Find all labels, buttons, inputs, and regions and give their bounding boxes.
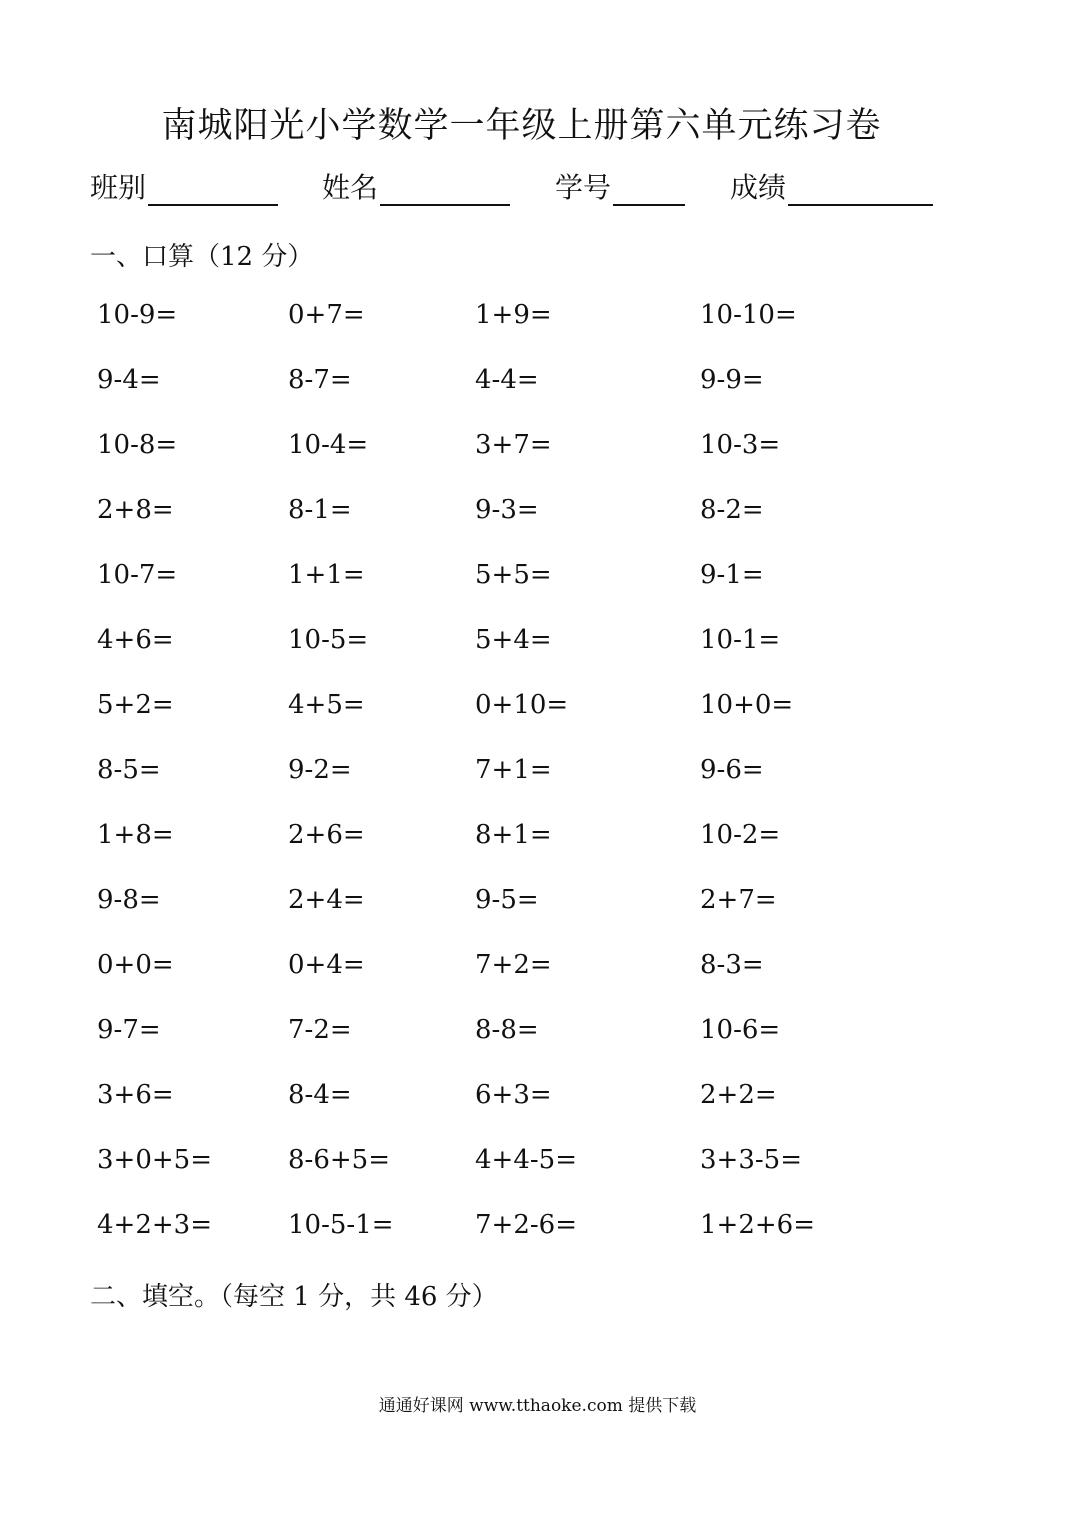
math-problem: 5+4= bbox=[475, 625, 552, 655]
math-problem: 7+1= bbox=[475, 755, 552, 785]
math-problem: 0+10= bbox=[475, 690, 569, 720]
score-field bbox=[730, 166, 933, 206]
math-problem: 0+4= bbox=[288, 950, 365, 980]
section2-heading: 二、填空。（每空 1 分，共 46 分） bbox=[90, 1282, 498, 1312]
math-problem: 10-10= bbox=[700, 300, 797, 330]
student-number-blank[interactable] bbox=[613, 172, 685, 206]
math-problem: 8-6+5= bbox=[288, 1145, 390, 1175]
math-problem: 9-7= bbox=[97, 1015, 161, 1045]
math-problem: 8-8= bbox=[475, 1015, 539, 1045]
math-problem: 9-2= bbox=[288, 755, 352, 785]
math-problem: 0+0= bbox=[97, 950, 174, 980]
math-problem: 4-4= bbox=[475, 365, 539, 395]
class-blank[interactable] bbox=[148, 172, 278, 206]
page-title: 南城阳光小学数学一年级上册第六单元练习卷 bbox=[161, 106, 882, 146]
math-problem: 2+6= bbox=[288, 820, 365, 850]
name-label: 姓名 bbox=[322, 171, 379, 204]
math-problem: 10-6= bbox=[700, 1015, 781, 1045]
math-problem: 10-8= bbox=[97, 430, 178, 460]
math-problem: 4+5= bbox=[288, 690, 365, 720]
math-problem: 9-3= bbox=[475, 495, 539, 525]
math-problem: 2+4= bbox=[288, 885, 365, 915]
math-problem: 4+6= bbox=[97, 625, 174, 655]
math-problem: 7-2= bbox=[288, 1015, 352, 1045]
math-problem: 8+1= bbox=[475, 820, 552, 850]
math-problem: 10-3= bbox=[700, 430, 781, 460]
math-problem: 5+2= bbox=[97, 690, 174, 720]
math-problem: 4+4-5= bbox=[475, 1145, 577, 1175]
class-field bbox=[90, 166, 278, 206]
math-problem: 0+7= bbox=[288, 300, 365, 330]
math-problem: 3+6= bbox=[97, 1080, 174, 1110]
math-problem: 4+2+3= bbox=[97, 1210, 212, 1240]
math-problem: 9-4= bbox=[97, 365, 161, 395]
math-problem: 10-7= bbox=[97, 560, 178, 590]
math-problem: 10-4= bbox=[288, 430, 369, 460]
math-problem: 9-8= bbox=[97, 885, 161, 915]
math-problem: 10-2= bbox=[700, 820, 781, 850]
math-problem: 6+3= bbox=[475, 1080, 552, 1110]
math-problem: 8-7= bbox=[288, 365, 352, 395]
math-problem: 10-1= bbox=[700, 625, 781, 655]
math-problem: 10-9= bbox=[97, 300, 178, 330]
math-problem: 8-4= bbox=[288, 1080, 352, 1110]
math-problem: 7+2= bbox=[475, 950, 552, 980]
math-problem: 3+0+5= bbox=[97, 1145, 212, 1175]
score-label: 成绩 bbox=[730, 171, 787, 204]
math-problem: 9-9= bbox=[700, 365, 764, 395]
math-problem: 2+7= bbox=[700, 885, 777, 915]
math-problem: 8-5= bbox=[97, 755, 161, 785]
math-problem: 3+7= bbox=[475, 430, 552, 460]
math-problem: 10-5= bbox=[288, 625, 369, 655]
student-number-field bbox=[555, 166, 685, 206]
score-blank[interactable] bbox=[788, 172, 933, 206]
math-problem: 8-3= bbox=[700, 950, 764, 980]
math-problem: 1+2+6= bbox=[700, 1210, 815, 1240]
math-problem: 9-5= bbox=[475, 885, 539, 915]
footer-credit: 通通好课网 www.tthaoke.com 提供下载 bbox=[378, 1396, 697, 1416]
math-problem: 1+8= bbox=[97, 820, 174, 850]
math-problem: 1+1= bbox=[288, 560, 365, 590]
name-blank[interactable] bbox=[380, 172, 510, 206]
math-problem: 10-5-1= bbox=[288, 1210, 394, 1240]
math-problem: 2+2= bbox=[700, 1080, 777, 1110]
math-problem: 8-1= bbox=[288, 495, 352, 525]
math-problem: 1+9= bbox=[475, 300, 552, 330]
section1-heading: 一、口算（12 分） bbox=[90, 242, 314, 272]
math-problem: 5+5= bbox=[475, 560, 552, 590]
math-problem: 10+0= bbox=[700, 690, 794, 720]
math-problem: 7+2-6= bbox=[475, 1210, 577, 1240]
math-problem: 3+3-5= bbox=[700, 1145, 802, 1175]
math-problem: 9-1= bbox=[700, 560, 764, 590]
student-number-label: 学号 bbox=[555, 171, 612, 204]
student-info-row bbox=[90, 166, 990, 208]
math-problem: 2+8= bbox=[97, 495, 174, 525]
math-problem: 8-2= bbox=[700, 495, 764, 525]
name-field bbox=[322, 166, 510, 206]
math-problem: 9-6= bbox=[700, 755, 764, 785]
class-label: 班别 bbox=[90, 171, 147, 204]
